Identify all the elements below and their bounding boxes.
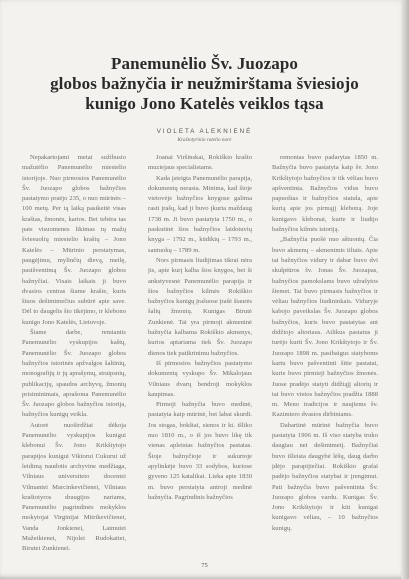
paragraph: remontas buvo padarytas 1850 m. Bažnyčia buvo pastatyta kaip šv. Jono Krikštytojo bažnyčios ir tik vėliau buvo apšventinta. Bažnyčios vidus buvo papuoštas ir bažnyčios statula, apie kurią apie jos pirmąjį kleboną. Joje kunigavo klebonai, kurie ir liudijo bažnyčios kilmės istoriją. (272, 154, 378, 234)
author-name: VIOLETA ALEKNIENĖ (156, 128, 253, 135)
paragraph: Joanai Viršinskai, Rokiškio krašto muziejaus specialistams. (148, 154, 252, 172)
paragraph: Nors pirmasis liudijimas tikrai nėra jis, apie kurį kalba šios knygos, bet ši ankstyvesnė Panemunėlio parapija ir šios bažnyčios kilmės Rokiškio bažnyčios kunigų įrašuose įrašė šiaurės šalių žmonių. Kunigas Birutė Zunkienė. Tai yra pirmoji akmeninė bažnyčia kalbama Rokiškio akmenys, kurios aptariama tiek Šv. Juozapo dienos tiek patikrinimu bažnyčios. (148, 256, 252, 357)
article-title (30, 54, 379, 114)
paragraph: Iš pirmosios bažnyčios pastatymo dokumentų vyskupo Šv. Mikalojaus Vilniaus dvarų bendroji mokyklos kaupimas. (148, 359, 252, 398)
page-number: 75 (201, 562, 208, 569)
paragraph: Pirmoji bažnyčia buvo medinė, pastatyta kaip mūrinė, bet labai skurdi. Jos stogas, bokštai, sienos ir kt. išliko nuo 1810 m., o iš jos buvo likę tik vienas apleistas bažnyčios pastatas. Šioje bažnyčioje ir sukurtoje apylinkėje buvo 33 sodybos, kuriose gyveno 125 katalikai. Lieka apie 1830 m. buvo perstatyta antroji medinė bažnyčia. Pagrindinis bažnyčios (148, 401, 252, 501)
paragraph: Autorė nuoširdžiai dėkoja Panemunėlio vyskupijos kunigui klebonui Šv. Jono Krikštytojo parapijos kunigui Viktorui Cukurui už leidimą naudotis archyvine medžiaga, Vilniaus universiteto docentei Vilmantei Marcinkevičienei, Vilniaus kraštotyros draugijos nariams, Panemunėlio pagrindinės mokyklos mokytojai Virginijai Mitrikevičienei, Vanda Jonkienei, Laimutei Mažeikienei, Nijolei Rudokaitei, Birutei Zunkienei. (22, 421, 126, 553)
paragraph: Šiame darbe, remiantis Panemunėlio vyskupijos kaštų, Panemunėlio Šv. Juozapo globos bažnyčios istorinės apžvalgos šaltinių, monografijų ir jų aprašymų, straipsnių, publikacijų, spaudos archyvų, žmonių prisiminimais, aprašoma Panemunėlio Šv. Juozapo globos bažnyčios istorija, bažnyčios kunigų veikla. (22, 329, 126, 419)
title-line: globos bažnyčia ir neužmirštama šviesiojo (50, 74, 359, 93)
paragraph: Nepakartojami metai sužibusio mažutėlio Panemunėlio miestelio istorijoje. Nuo pirmosios Panemunėlio Šv. Juozapo globos bažnyčios pastatymo praėjo 235, o nuo mūrinės – 100 metų. Per tą laiką pasikeitė visas kraštas, žmonės, kartos. Bet tebėra tas pats visuomenes likimas tų mažų šviesuolių miestelio kraštų – Jono Katelės – Mūrinio perstatymas, paugėjimu, mylinčių dievą, meilę, pasišventimą Šv. Juozapo globos bažnyčiai. Visais laikais ji buvo dvasios centras šiame krašte, kuris šiuos dešimtmečius subūrė apie save. Dėl to daugelis šio tikėjimo, ir klebono kunigo Jono Katelės, Lietuvoje. (22, 154, 126, 326)
paragraph: Dabartinė mūrinė bažnyčia buvo pastatyta 1906 m. Iš viso statyba truko daugiau nei dešimtmetį. Bažnyčiai buvo išleista daugybė lėšų, daug darbo įdėjo parapijiečiai. Rokiškio grafai padėjo bažnyčios statybai ir įrengimui. Pati bažnyčia buvo pašventinta Šv. Juozapo globos vardu. Kunigas Šv. Jono Krikštytojo ir kiti kunigai kunigavo vėliau, – 10 bažnyčios kunigų. (272, 421, 378, 532)
paragraph: Kada įsteigta Panemunėlio parapija, dokumentų nerasta. Minima, kad šioje vietovėje bažnyčios knygose galima rasti įrašų, kad ji buvo įkurta maždaug 1738 m. Ji buvo pastatyta 1750 m., o paskutinė šios bažnyčios laidotuvių knyga – 1792 m., kūdikių – 1793 m., santuokų – 1789 m. (148, 174, 252, 254)
text-column-3 (272, 153, 378, 558)
page-edge-shadow (401, 0, 409, 579)
text-column-1 (22, 153, 126, 558)
text-column-2 (148, 153, 252, 558)
title-line: kunigo Jono Katelės veiklos tąsa (85, 94, 324, 113)
title-line: Panemunėlio Šv. Juozapo (111, 54, 298, 73)
author-affiliation: Kraštotyrinio ratelio narė (177, 137, 232, 143)
paragraph: „Bažnyčia puošė nuo aštuonių. Čia buvo akmenų – akmenimis tiltais. Apie tai bažnyčios vidury ir dabar buvo dvi skulptūros šv. Jonas Šv. Juozapas, bažnyčios pamokslams buvo užrašytos šiemet. Tai buvo pirmasis bažnyčios ir vėliau bažnyčios liudininkais. Viduryje kabojo paveikslas Šv. Juozapo globos bažnyčios, kuris buvo pastatytas ant didžiojo altoriaus. Atlikus pastatus ji turėjo kurti Šv. Jono Krikštytojo ir Šv. Juozapo 1898 m. pasibaigus statyboms kartu buvo pašventinti šitie pastatai, kurie buvo pirmieji bažnyčios žmonės. Juose pradėjo statyti didžiąjį altorių ir tai buvo vietos bažnyčios pradžia 1888 m. Meno tradicijos ir naujiems šv. Kazimiero dvasios dirbiniams. (272, 236, 378, 419)
